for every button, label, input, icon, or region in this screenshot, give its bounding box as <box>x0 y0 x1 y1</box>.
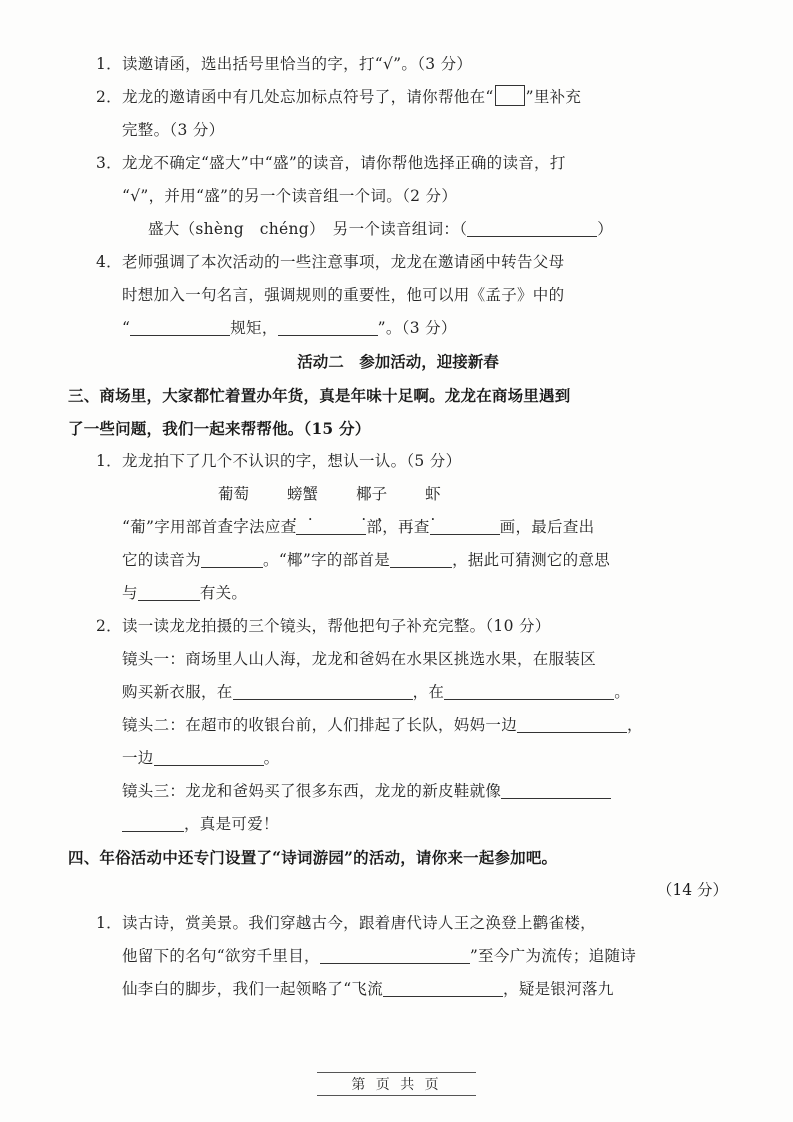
question-4-text-a: 4．老师强调了本次活动的一些注意事项，龙龙在邀请函中转告父母 <box>96 253 565 271</box>
question-2-text-c: 完整。（3 分） <box>122 121 225 139</box>
shot-3-text-b: ，真是可爱！ <box>184 815 279 833</box>
section-4-heading: 四、年俗活动中还专门设置了“诗词游园”的活动，请你来一起参加吧。 <box>68 848 558 867</box>
q1-text-b: 部，再查 <box>366 518 430 536</box>
question-3-text-c: ） <box>597 220 614 238</box>
shot-1-line-1: 镜头一：商场里人山人海，龙龙和爸妈在水果区挑选水果，在服装区 <box>122 650 597 668</box>
q1-poem-text-a: 他留下的名句“欲穷千里目， <box>122 947 320 965</box>
q1-poem-text-d: ，疑是银河落九 <box>503 980 614 998</box>
answer-blank[interactable] <box>390 551 452 568</box>
q1-text-e: 。“椰”字的部首是 <box>263 551 391 569</box>
question-4-text-b: 时想加入一句名言，强调规则的重要性，他可以用《孟子》中的 <box>122 286 565 304</box>
answer-blank[interactable] <box>201 551 263 568</box>
question-3-pinyin-choice[interactable]: 盛大（shèng chéng） 另一个读音组词：（ <box>148 220 468 238</box>
answer-blank[interactable] <box>444 683 614 700</box>
q1-text-c: 画，最后查出 <box>499 518 595 536</box>
shot-3-line-1 <box>68 775 728 808</box>
answer-blank[interactable] <box>501 782 611 799</box>
question-4-line-2 <box>68 279 728 312</box>
q1-text-d: 它的读音为 <box>122 551 202 569</box>
question-4-text-c: “ <box>122 319 131 337</box>
vocabulary-row <box>68 478 728 511</box>
q1-text-f: ，据此可猜测它的意思 <box>452 551 611 569</box>
word-item-3: 椰子 <box>356 485 388 503</box>
question-2-text-b: ”里补充 <box>525 88 582 106</box>
answer-blank[interactable] <box>430 518 500 535</box>
shot-2-text-a: 镜头二：在超市的收银台前，人们排起了长队，妈妈一边 <box>122 716 518 734</box>
page-content <box>68 48 728 1006</box>
answer-blank[interactable] <box>517 716 627 733</box>
shot-1-text-a: 购买新衣服，在 <box>122 683 233 701</box>
question-4-line-3 <box>68 312 728 345</box>
section-3-q1-line-1 <box>68 511 728 544</box>
section-4-score: （14 分） <box>656 881 728 899</box>
section-3-heading-line-2: 了一些问题，我们一起来帮帮他。（15 分） <box>68 419 371 438</box>
section-3-q1-line-3 <box>68 577 728 610</box>
word-item-1: 葡萄 <box>218 485 250 503</box>
shot-2-text-b: ， <box>627 716 643 734</box>
question-3-line-3 <box>68 213 728 246</box>
shot-2-text-d: 。 <box>263 749 280 767</box>
question-3-line-1 <box>68 147 728 180</box>
shot-1-text-b: ，在 <box>412 683 445 701</box>
section-4-q1-line-2 <box>68 940 728 973</box>
question-1 <box>68 48 728 81</box>
question-2-line-2 <box>68 114 728 147</box>
shot-1-line-2 <box>68 676 728 709</box>
section-3-heading-line-1: 三、商场里，大家都忙着置办年货，真是年味十足啊。龙龙在商场里遇到 <box>68 386 571 405</box>
shot-2-line-1 <box>68 709 728 742</box>
activity-2-title: 活动二 参加活动，迎接新春 <box>297 352 499 371</box>
section-3-question-1: 1．龙龙拍下了几个不认识的字，想认一认。（5 分） <box>96 452 462 470</box>
answer-blank[interactable] <box>122 815 184 832</box>
answer-blank[interactable] <box>130 319 230 336</box>
question-1-text: 1．读邀请函，选出括号里恰当的字，打“√”。（3 分） <box>96 55 473 73</box>
answer-blank[interactable] <box>467 220 597 237</box>
shot-3-text-a: 镜头三：龙龙和爸妈买了很多东西，龙龙的新皮鞋就像 <box>122 782 502 800</box>
question-3-text-b: “√”，并用“盛”的另一个读音组一个词。（2 分） <box>122 187 458 205</box>
answer-blank[interactable] <box>320 947 470 964</box>
q1-text-a: “葡”字用部首查字法应查 <box>122 518 297 536</box>
section-4-q1-line-3 <box>68 973 728 1006</box>
shot-2-text-c: 一边 <box>122 749 154 767</box>
question-3-text-a: 3．龙龙不确定“盛大”中“盛”的读音，请你帮他选择正确的读音，打 <box>96 154 566 172</box>
question-4-line-1 <box>68 246 728 279</box>
question-4-text-e: ”。（3 分） <box>377 319 457 337</box>
answer-blank[interactable] <box>233 683 413 700</box>
shot-3-line-2 <box>68 808 728 841</box>
section-3-q1-line-2 <box>68 544 728 577</box>
q1-poem-text-c: 仙李白的脚步，我们一起领略了“飞流 <box>122 980 384 998</box>
word-item-2: 螃蟹 <box>287 485 319 503</box>
section-4-q1-line-1: 1．读古诗，赏美景。我们穿越古今，跟着唐代诗人王之涣登上鹳雀楼， <box>96 914 596 932</box>
page-footer <box>0 1072 793 1096</box>
q1-text-h: 有关。 <box>199 584 248 602</box>
answer-blank[interactable] <box>154 749 264 766</box>
section-3-question-2: 2．读一读龙龙拍摄的三个镜头，帮他把句子补充完整。（10 分） <box>96 617 551 635</box>
word-item-4: 虾 <box>425 485 441 503</box>
answer-blank[interactable] <box>383 980 503 997</box>
question-2-line-1 <box>68 81 728 114</box>
page-number-text: 第 页 共 页 <box>317 1072 475 1096</box>
shot-2-line-2 <box>68 742 728 775</box>
q1-text-g: 与 <box>122 584 138 602</box>
q1-poem-text-b: ”至今广为流传；追随诗 <box>469 947 637 965</box>
question-2-text-a: 2．龙龙的邀请函中有几处忘加标点符号了，请你帮他在“ <box>96 88 494 106</box>
answer-box[interactable] <box>495 85 525 106</box>
shot-1-text-c: 。 <box>614 683 631 701</box>
question-3-line-2 <box>68 180 728 213</box>
answer-blank[interactable] <box>138 584 200 601</box>
answer-blank[interactable] <box>278 319 378 336</box>
question-4-text-d: 规矩， <box>230 319 278 337</box>
